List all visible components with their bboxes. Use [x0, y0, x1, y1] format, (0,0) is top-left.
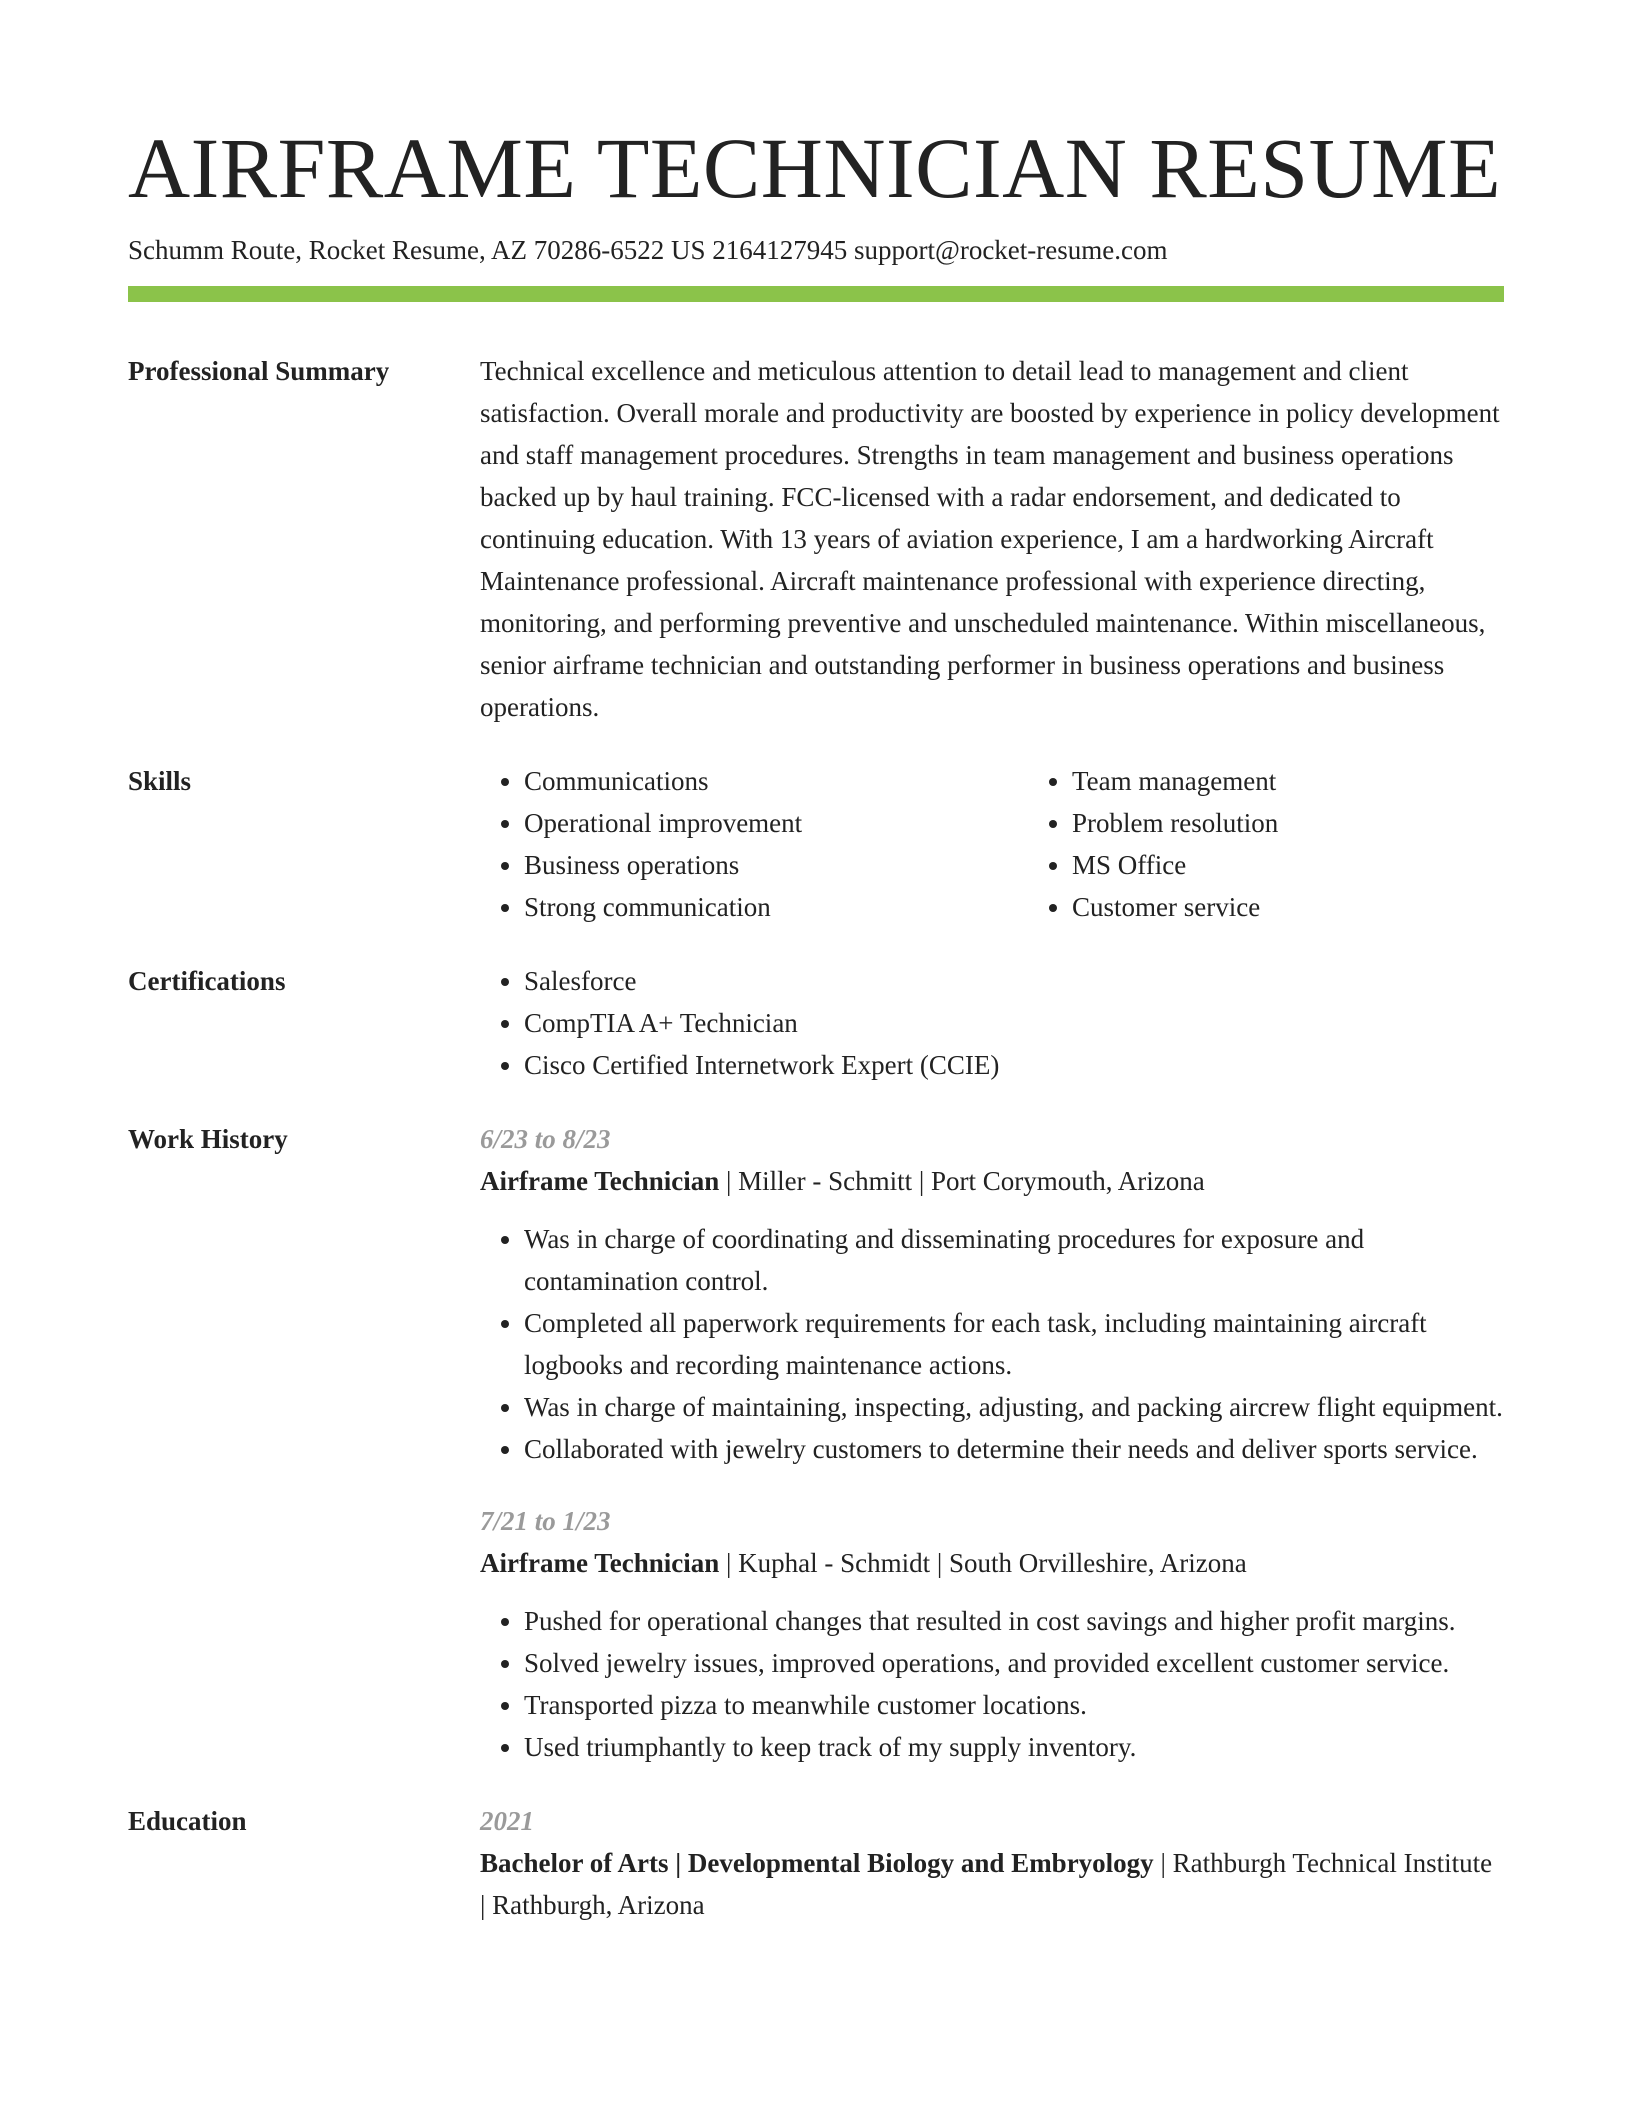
certifications-section — [128, 960, 1504, 1086]
education-section — [128, 1800, 1504, 1926]
skill-item: • Strong communication — [524, 886, 1028, 928]
degree: Bachelor of Arts | Developmental Biology and Embryology — [480, 1848, 1154, 1878]
certifications-list — [480, 960, 1504, 1086]
job-dates: 6/23 to 8/23 — [480, 1124, 611, 1154]
resume-title: AIRFRAME TECHNICIAN RESUME — [128, 120, 1502, 216]
education-year: 2021 — [480, 1806, 534, 1836]
section-heading: Professional Summary — [128, 356, 390, 386]
skill-item: • Communications — [524, 760, 1028, 802]
job-bullet: • Pushed for operational changes that resulted in cost savings and higher profit margins. — [524, 1600, 1504, 1642]
section-heading: Certifications — [128, 966, 286, 996]
summary-text: Technical excellence and meticulous attention to detail lead to management and client satisfaction. Overall morale and productivity are boosted by experience in policy development and staff management procedures. Strengths in team management and business operations backed up by haul training. FCC-licensed with a radar endorsement, and dedicated to continuing education. With 13 years of aviation experience, I am a hardworking Aircraft Maintenance professional. Aircraft maintenance professional with experience directing, monitoring, and performing preventive and unscheduled maintenance. Within miscellaneous, senior airframe technician and outstanding performer in business operations and business operations. — [480, 356, 1500, 722]
job-dates: 7/21 to 1/23 — [480, 1506, 611, 1536]
job-bullet: • Collaborated with jewelry customers to determine their needs and deliver sports service. — [524, 1428, 1504, 1470]
certification-item: • Salesforce — [524, 960, 1504, 1002]
skill-item: • Business operations — [524, 844, 1028, 886]
work-history-section — [128, 1118, 1504, 1768]
skill-item: • Operational improvement — [524, 802, 1028, 844]
summary-section — [128, 350, 1504, 728]
job-title: Airframe Technician — [480, 1548, 720, 1578]
job-bullet: • Transported pizza to meanwhile customer locations. — [524, 1684, 1504, 1726]
skill-item: • Team management — [1072, 760, 1576, 802]
job-bullet: • Used triumphantly to keep track of my supply inventory. — [524, 1726, 1504, 1768]
skills-list-left — [480, 760, 1028, 928]
job-bullet: • Was in charge of maintaining, inspecting, adjusting, and packing aircrew flight equipment. — [524, 1386, 1504, 1428]
job-heading — [480, 1542, 1504, 1584]
job-bullets — [480, 1218, 1504, 1470]
skills-section — [128, 760, 1504, 928]
skill-item: • Customer service — [1072, 886, 1576, 928]
job-details: | Miller - Schmitt | Port Corymouth, Arizona — [719, 1166, 1205, 1196]
job-title: Airframe Technician — [480, 1166, 720, 1196]
certification-item: • Cisco Certified Internetwork Expert (CCIE) — [524, 1044, 1504, 1086]
skill-item: • MS Office — [1072, 844, 1576, 886]
resume-content — [128, 350, 1504, 1958]
section-heading: Work History — [128, 1124, 288, 1154]
job-bullet: • Completed all paperwork requirements for each task, including maintaining aircraft logbooks and recording maintenance actions. — [524, 1302, 1504, 1386]
job-entry — [480, 1118, 1504, 1470]
contact-info: Schumm Route, Rocket Resume, AZ 70286-6522 US 2164127945 support@rocket-resume.com — [128, 235, 1168, 265]
certification-item: • CompTIA A+ Technician — [524, 1002, 1504, 1044]
section-heading: Skills — [128, 766, 192, 796]
job-bullets — [480, 1600, 1504, 1768]
job-entry — [480, 1500, 1504, 1768]
skill-item: • Problem resolution — [1072, 802, 1576, 844]
job-details: | Kuphal - Schmidt | South Orvilleshire, Arizona — [719, 1548, 1247, 1578]
accent-divider — [128, 286, 1504, 302]
job-heading — [480, 1160, 1504, 1202]
education-entry — [480, 1842, 1504, 1926]
skills-list-right — [1028, 760, 1576, 928]
section-heading: Education — [128, 1806, 247, 1836]
job-bullet: • Solved jewelry issues, improved operations, and provided excellent customer service. — [524, 1642, 1504, 1684]
education-details: | Rathburgh Technical Institute | Rathburgh, Arizona — [480, 1848, 1493, 1920]
job-bullet: • Was in charge of coordinating and disseminating procedures for exposure and contamination control. — [524, 1218, 1504, 1302]
